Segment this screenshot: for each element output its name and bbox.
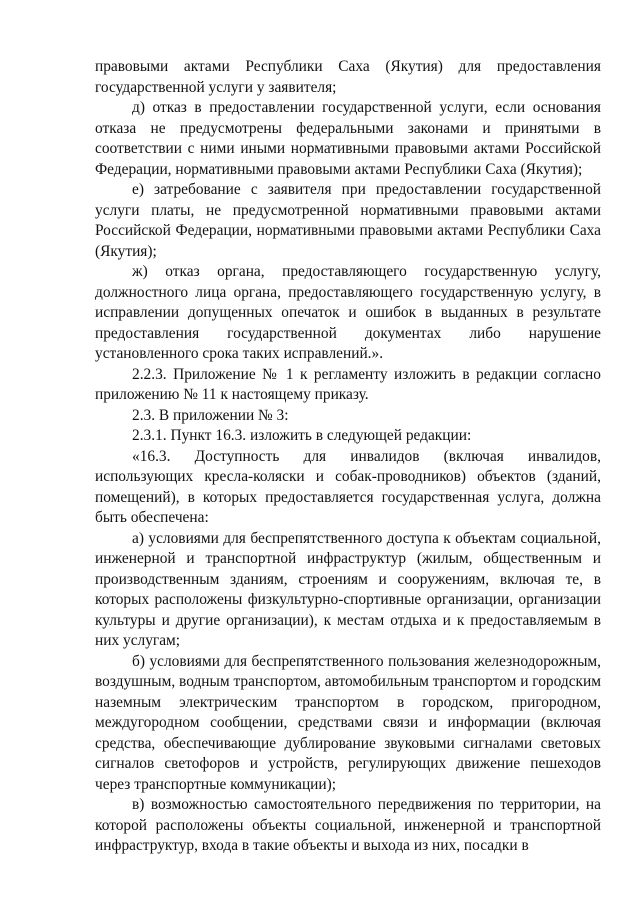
paragraph-16-3: «16.3. Доступность для инвалидов (включая инвалидов, использующих кресла-коляски и собак-проводников) объектов (зданий, помещений), в которых предоставляется государственная услуга, должна быть обеспечена: [95,447,601,526]
paragraph-item-v: в) возможностью самостоятельного передвижения по территории, на которой расположены объекты социальной, инженерной и транспортной инфраструктур, входа в такие объекты и выхода из них, посадки в [95,796,601,854]
paragraph-item-d: д) отказ в предоставлении государственной услуги, если основания отказа не предусмотрены федеральными законами и принятыми в соответствии с ними иными нормативными правовыми актами Российской Федерации, нормативными правовыми актами Республики Саха (Якутия); [95,99,601,178]
paragraph-2-3: 2.3. В приложении № 3: [132,406,289,424]
paragraph-item-e: е) затребование с заявителя при предоставлении государственной услуги платы, не предусмотренной нормативными правовыми актами Российской Федерации, нормативными правовыми актами Республики Саха (Якутия); [95,181,601,260]
paragraph-continuation: правовыми актами Республики Саха (Якутия) для предоставления государственной услуги у заявителя; [95,58,601,96]
paragraph-2-2-3: 2.2.3. Приложение № 1 к регламенту изложить в редакции согласно приложению № 11 к настоящему приказу. [95,365,601,403]
document-text-body [95,57,601,857]
paragraph-2-3-1: 2.3.1. Пункт 16.3. изложить в следующей редакции: [132,427,472,444]
paragraph-item-zh: ж) отказ органа, предоставляющего государственную услугу, должностного лица органа, предоставляющего государственную услугу, в исправлении допущенных опечаток и ошибок в выданных в результате предоставления государственной документах либо нарушение установленного срока таких исправлений.». [95,263,601,362]
paragraph-item-b: б) условиями для беспрепятственного пользования железнодорожным, воздушным, водным транспортом, автомобильным транспортом и городским наземным электрическим транспортом в городском, пригородном, междугородном сообщении, средствами связи и информации (включая средства, обеспечивающие дублирование звуковыми сигналами световых сигналов светофоров и устройств, регулирующих движение пешеходов через транспортные коммуникации); [95,652,601,793]
paragraph-item-a: а) условиями для беспрепятственного доступа к объектам социальной, инженерной и транспортной инфраструктур (жилым, общественным и производственным зданиям, строениям и сооружениям, включая те, в которых расположены физкультурно-спортивные организации, организации культуры и другие организации), к местам отдыха и к предоставляемым в них услугам; [95,529,601,649]
